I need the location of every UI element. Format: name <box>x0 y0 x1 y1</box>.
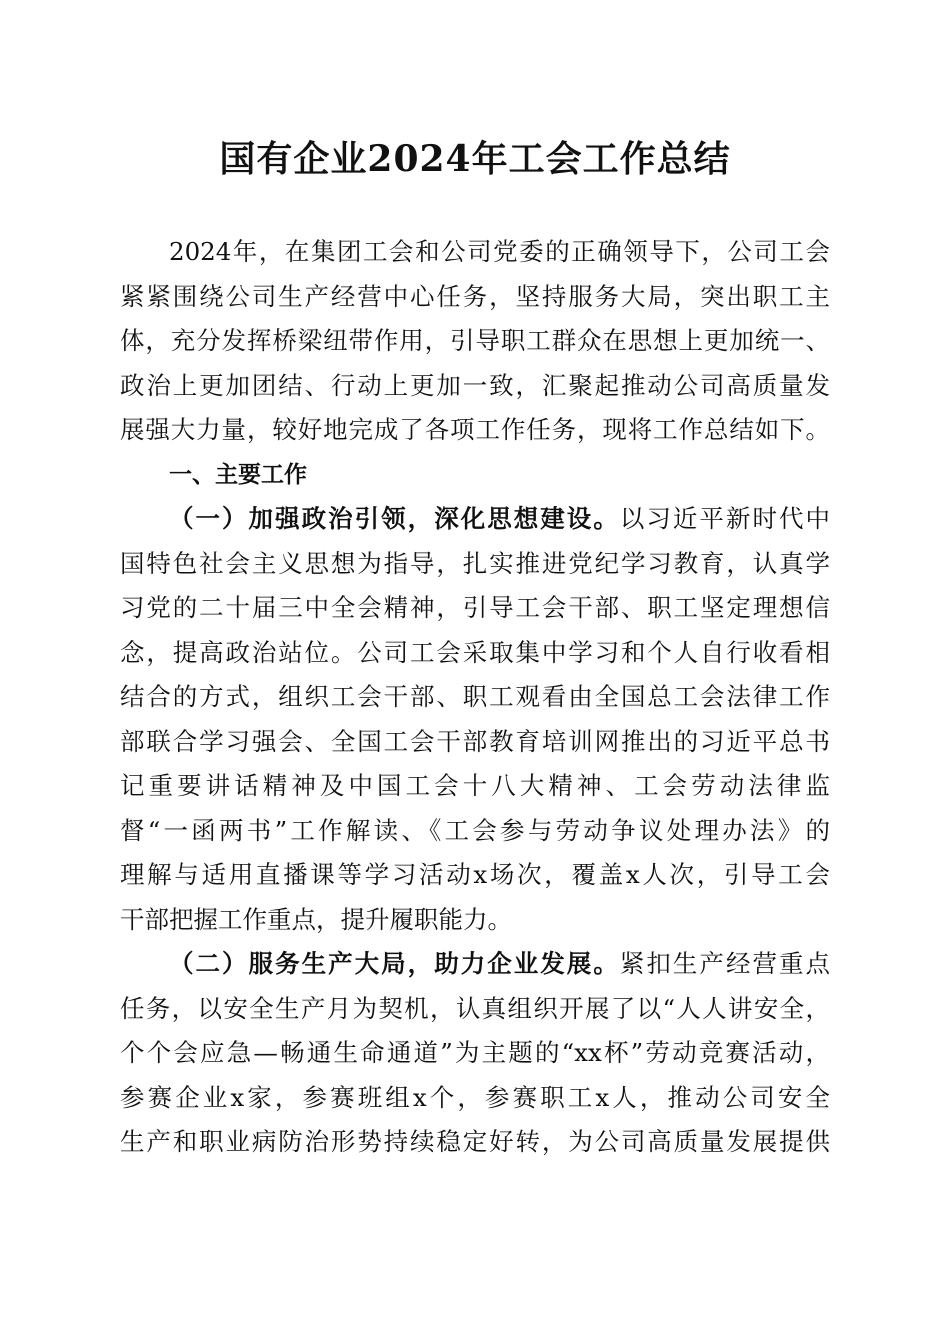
item1-line: 部联合学习强会、全国工会干部教育培训网推出的习近平总书 <box>120 726 830 756</box>
item1-line: 督“一函两书”工作解读、《工会参与劳动争议处理办法》的 <box>120 815 830 845</box>
item1-line: 念，提高政治站位。公司工会采取集中学习和个人自行收看相 <box>120 637 830 667</box>
intro-line: 展强大力量，较好地完成了各项工作任务，现将工作总结如下。 <box>120 415 830 444</box>
item2-line: 生产和职业病防治形势持续稳定好转，为公司高质量发展提供 <box>120 1127 830 1156</box>
item2-first-line <box>120 942 830 987</box>
item1-line: 干部把握工作重点，提升履职能力。 <box>120 904 512 934</box>
item1-line: 理解与适用直播课等学习活动x场次，覆盖x人次，引导工会 <box>120 860 830 889</box>
intro-line: 2024年，在集团工会和公司党委的正确领导下，公司工会 <box>169 237 830 266</box>
document-title: 国有企业2024年工会工作总结 <box>219 138 731 180</box>
item1-line: 习党的二十届三中全会精神，引导工会干部、职工坚定理想信 <box>120 593 830 622</box>
intro-line: 紧紧围绕公司生产经营中心任务，坚持服务大局，突出职工主 <box>120 281 830 311</box>
intro-line: 政治上更加团结、行动上更加一致，汇聚起推动公司高质量发 <box>120 370 830 400</box>
item1-first-rest: 以习近平新时代中 <box>619 504 831 533</box>
item1-paragraph <box>120 497 830 942</box>
item1-line: 国特色社会主义思想为指导，扎实推进党纪学习教育，认真学 <box>120 548 830 578</box>
intro-paragraph <box>120 230 830 453</box>
intro-line: 体，充分发挥桥梁纽带作用，引导职工群众在思想上更加统一、 <box>120 326 830 355</box>
item2-line: 任务，以安全生产月为契机，认真组织开展了以“人人讲安全， <box>120 993 830 1023</box>
item2-paragraph <box>120 942 830 1165</box>
item2-line: 参赛企业x家，参赛班组x个，参赛职工x人，推动公司安全 <box>120 1082 830 1112</box>
document-body <box>120 230 830 1165</box>
item1-line: 记重要讲话精神及中国工会十八大精神、工会劳动法律监 <box>120 771 830 800</box>
item2-first-rest: 紧扣生产经营重点 <box>619 949 831 978</box>
item1-lead: （一）加强政治引领，深化思想建设。 <box>169 504 620 533</box>
item1-first-line <box>120 497 830 542</box>
item1-line: 结合的方式，组织工会干部、职工观看由全国总工会法律工作 <box>120 682 830 711</box>
item2-line: 个个会应急—畅通生命通道”为主题的“xx杯”劳动竞赛活动， <box>120 1038 830 1067</box>
section-heading-main-work: 一、主要工作 <box>169 461 307 488</box>
item2-lead: （二）服务生产大局，助力企业发展。 <box>169 949 620 978</box>
